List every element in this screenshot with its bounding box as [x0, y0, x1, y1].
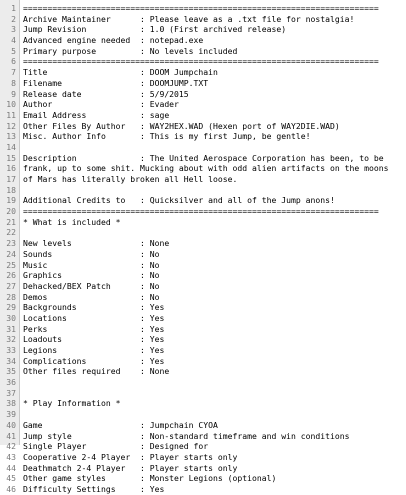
editor-line[interactable] [0, 463, 406, 474]
editor-line[interactable] [0, 334, 406, 345]
editor-line[interactable] [0, 398, 406, 409]
editor-line[interactable] [0, 260, 406, 271]
line-number: 46 [6, 483, 16, 494]
editor-line[interactable] [0, 67, 406, 78]
line-number: 18 [6, 184, 16, 195]
line-number: 36 [6, 377, 16, 388]
line-text[interactable]: Misc. Author Info : This is my first Jump, be gentle! [23, 131, 311, 142]
line-text[interactable]: Perks : Yes [23, 323, 165, 334]
line-text[interactable]: Other files required : None [23, 366, 170, 377]
line-text[interactable]: Primary purpose : No levels included [23, 45, 238, 56]
line-number: 10 [6, 99, 16, 110]
line-number: 29 [6, 302, 16, 313]
line-text[interactable]: Release date : 5/9/2015 [23, 88, 189, 99]
editor-line[interactable] [0, 14, 406, 25]
line-text[interactable] [19, 409, 406, 420]
line-text[interactable] [19, 142, 406, 153]
line-text[interactable]: Email Address : sage [23, 109, 170, 120]
editor-line[interactable] [0, 217, 406, 228]
line-number: 30 [6, 312, 16, 323]
editor-line[interactable] [0, 121, 406, 132]
editor-line[interactable] [0, 238, 406, 249]
line-number: 5 [11, 45, 16, 56]
editor-line[interactable] [0, 46, 406, 57]
line-number: 41 [6, 430, 16, 441]
editor-line[interactable] [0, 35, 406, 46]
line-number: 28 [6, 291, 16, 302]
editor-line[interactable] [0, 206, 406, 217]
line-text[interactable]: Dehacked/BEX Patch : No [23, 280, 160, 291]
line-number: 31 [6, 323, 16, 334]
line-text[interactable]: ========================================================================= [23, 206, 379, 217]
editor-line[interactable] [0, 131, 406, 142]
editor-line[interactable] [0, 3, 406, 14]
editor-line[interactable] [0, 431, 406, 442]
line-text[interactable]: * What is included * [23, 216, 121, 227]
editor-line[interactable] [0, 388, 406, 399]
editor-line[interactable] [0, 110, 406, 121]
line-number: 34 [6, 355, 16, 366]
line-number: 38 [6, 398, 16, 409]
editor-line[interactable] [0, 484, 406, 495]
line-text[interactable]: Demos : No [23, 291, 160, 302]
line-text[interactable]: Backgrounds : Yes [23, 302, 165, 313]
editor-line[interactable] [0, 185, 406, 196]
line-number: 9 [11, 88, 16, 99]
editor-line[interactable] [0, 324, 406, 335]
line-number: 23 [6, 238, 16, 249]
line-number: 39 [6, 409, 16, 420]
line-number: 45 [6, 473, 16, 484]
line-number: 44 [6, 462, 16, 473]
line-text[interactable]: Loadouts : Yes [23, 334, 165, 345]
editor-line[interactable] [0, 441, 406, 452]
editor-line[interactable] [0, 356, 406, 367]
line-number: 4 [11, 35, 16, 46]
line-number: 40 [6, 419, 16, 430]
editor-line[interactable] [0, 292, 406, 303]
line-number: 12 [6, 120, 16, 131]
text-content[interactable] [0, 3, 406, 495]
line-number: 20 [6, 206, 16, 217]
editor-line[interactable] [0, 420, 406, 431]
line-number: 11 [6, 109, 16, 120]
line-text[interactable]: Legions : Yes [23, 345, 165, 355]
line-text[interactable] [19, 377, 406, 388]
editor-line[interactable] [0, 452, 406, 463]
line-text[interactable]: * Play Information * [23, 398, 121, 409]
line-text[interactable]: Description : The United Aerospace Corporation has been, to be [23, 152, 384, 163]
line-text[interactable]: Filename : DOOMJUMP.TXT [23, 77, 209, 88]
line-text[interactable] [19, 185, 406, 196]
line-number: 37 [6, 387, 16, 398]
editor-line[interactable] [0, 153, 406, 164]
line-text[interactable]: Other game styles : Monster Legions (optional) [23, 473, 277, 484]
line-number: 26 [6, 270, 16, 281]
line-text[interactable]: Jump style : Non-standard timeframe and win conditions [23, 430, 350, 441]
line-text[interactable]: ========================================================================= [23, 56, 379, 67]
editor-line[interactable] [0, 174, 406, 185]
editor-line[interactable] [0, 345, 406, 356]
line-text[interactable]: Author : Evader [23, 99, 179, 110]
editor-line[interactable] [0, 377, 406, 388]
line-number: 14 [6, 141, 16, 152]
line-number: 1 [11, 3, 16, 13]
line-text[interactable]: Difficulty Settings : Yes [23, 483, 165, 494]
line-number: 16 [6, 163, 16, 174]
editor-line[interactable] [0, 99, 406, 110]
line-number: 32 [6, 334, 16, 345]
editor-line[interactable] [0, 281, 406, 292]
editor-line[interactable] [0, 56, 406, 67]
line-number: 43 [6, 451, 16, 462]
editor-line[interactable] [0, 227, 406, 238]
line-number: 13 [6, 131, 16, 142]
line-number: 33 [6, 345, 16, 355]
line-number: 42 [6, 441, 16, 452]
editor-line[interactable] [0, 366, 406, 377]
line-text[interactable] [19, 388, 406, 399]
editor-line[interactable] [0, 195, 406, 206]
line-number: 3 [11, 24, 16, 35]
line-text[interactable]: frank, up to some shit. Mucking about with odd alien artifacts on the moons [23, 163, 389, 174]
line-text[interactable]: Locations : Yes [23, 312, 165, 323]
line-number: 15 [6, 152, 16, 163]
line-number: 24 [6, 248, 16, 259]
editor-line[interactable] [0, 302, 406, 313]
editor-line[interactable] [0, 409, 406, 420]
line-text[interactable]: New levels : None [23, 238, 170, 249]
line-text[interactable]: Complications : Yes [23, 355, 165, 366]
line-text[interactable]: Cooperative 2-4 Player : Player starts only [23, 451, 238, 462]
line-text[interactable]: Jump Revision : 1.0 (First archived release) [23, 24, 287, 35]
line-number: 7 [11, 67, 16, 78]
editor-line[interactable] [0, 89, 406, 100]
editor-line[interactable] [0, 473, 406, 484]
line-number: 27 [6, 280, 16, 291]
editor-line[interactable] [0, 270, 406, 281]
line-text[interactable]: Other Files By Author : WAY2HEX.WAD (Hexen port of WAY2DIE.WAD) [23, 120, 340, 131]
line-text[interactable]: Additional Credits to : Quicksilver and all of the Jump anons! [23, 195, 335, 206]
line-number: 19 [6, 195, 16, 206]
line-number: 22 [6, 227, 16, 238]
line-text[interactable]: Deathmatch 2-4 Player : Player starts only [23, 462, 238, 473]
line-text[interactable]: Graphics : No [23, 270, 160, 281]
line-number: 21 [6, 216, 16, 227]
line-text[interactable]: Title : DOOM Jumpchain [23, 67, 218, 78]
line-text[interactable]: Single Player : Designed for [23, 441, 209, 452]
line-text[interactable]: Music : No [23, 259, 160, 270]
line-text[interactable]: Archive Maintainer : Please leave as a .txt file for nostalgia! [23, 13, 355, 24]
editor-line[interactable] [0, 24, 406, 35]
line-text[interactable]: ========================================================================= [23, 3, 379, 13]
line-number: 8 [11, 77, 16, 88]
line-number: 35 [6, 366, 16, 377]
line-number: 17 [6, 174, 16, 184]
editor-line[interactable] [0, 163, 406, 174]
line-text[interactable]: Sounds : No [23, 248, 160, 259]
editor-line[interactable] [0, 142, 406, 153]
line-text[interactable]: Game : Jumpchain CYOA [23, 419, 218, 430]
line-number: 25 [6, 259, 16, 270]
editor-line[interactable] [0, 313, 406, 324]
line-number: 2 [11, 13, 16, 24]
editor-line[interactable] [0, 78, 406, 89]
line-text[interactable]: of Mars has literally broken all Hell loose. [23, 174, 238, 184]
line-text[interactable]: Advanced engine needed : notepad.exe [23, 35, 204, 46]
editor-line[interactable] [0, 249, 406, 260]
line-text[interactable] [19, 227, 406, 238]
line-number: 6 [11, 56, 16, 67]
